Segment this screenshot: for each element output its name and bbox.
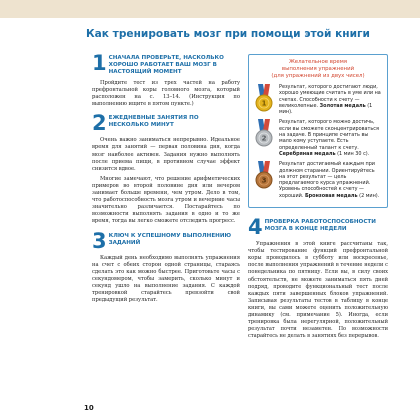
- left-column: [92, 51, 240, 310]
- svg-text:2: 2: [261, 134, 267, 143]
- section-title: КЛЮЧ К УСПЕШНОМУ ВЫПОЛНЕНИЮ ЗАДАНИЙ: [108, 232, 232, 246]
- gold-medal-icon: [254, 84, 274, 112]
- silver-medal-icon: [254, 119, 274, 147]
- section-number: 2: [92, 111, 107, 136]
- section-number: 1: [92, 51, 107, 75]
- section-4: [248, 215, 388, 340]
- right-column: [248, 54, 388, 346]
- box-title: Желательное время выполнения упражнений (для упражнений из двух чисел): [271, 59, 365, 79]
- svg-text:1: 1: [261, 99, 267, 108]
- section-number: 3: [92, 228, 107, 253]
- medal-info-box: [248, 54, 388, 208]
- top-banner: [0, 0, 420, 18]
- bronze-medal-row: 3 Результат достигаемый каждым при должном старании. Ориентируйтесь на этот результат — цель предлагаемого курса упражнений. Уровень способностей к счету — хороший. Бронзовая медаль (2 мин).: [254, 161, 382, 199]
- gold-medal-row: 1 Результат, которого достигают люди, хорошо умеющие считать в уме или на счетах. Способности к счету — великолепные. Золотая медаль (1 мин).: [254, 84, 382, 115]
- page-title: Как тренировать мозг при помощи этой книги: [86, 28, 370, 40]
- paragraph: Многие замечают, что решение арифметических примеров во второй половине дня или вечером занимает больше времени, чем утром. Дело в том, что работоспособность мозга утром и вечерние часы значительно различается. Постарайтесь по возможности выполнять задания в одно и то же время, тогда вы легко сможете отследить прогресс.: [92, 175, 240, 225]
- section-1: [92, 51, 240, 108]
- paragraph: Очень важно заниматься непрерывно. Идеальное время для занятий — первая половина дня, когда мозг наиболее активен. Задания нужно выполнять после приема пищи, в противном случае эффект снизится вдвое.: [92, 137, 240, 172]
- paragraph: Каждый день необходимо выполнять упражнения на счет с обеих сторон одной страницы, стараясь сделать это как можно быстрее. Приготовьте часы с секундомером, чтобы замерить, сколько минут и секунд ушло на выполнение задания. С каждой тренировкой старайтесь превзойти свой предыдущий результат.: [92, 254, 240, 304]
- silver-medal-row: 2 Результат, которого можно достичь, если вы сможете сконцентрироваться на задаче. В принципе считать вы мало кому уступаете. Есть определенный талант к счету. Серебряная медаль (1 мин 30 с).: [254, 119, 382, 157]
- section-title: СНАЧАЛА ПРОВЕРЬТЕ, НАСКОЛЬКО ХОРОШО РАБОТАЕТ ВАШ МОЗГ В НАСТОЯЩИЙ МОМЕНТ: [108, 55, 224, 75]
- section-number: 4: [248, 215, 263, 240]
- section-2: [92, 111, 240, 225]
- svg-text:3: 3: [261, 176, 267, 185]
- section-3: [92, 228, 240, 305]
- page-number: 10: [84, 404, 94, 412]
- section-title: ЕЖЕДНЕВНЫЕ ЗАНЯТИЯ ПО НЕСКОЛЬКО МИНУТ: [108, 115, 199, 129]
- section-title: ПРОВЕРКА РАБОТОСПОСОБНОСТИ МОЗГА В КОНЦЕ НЕДЕЛИ: [264, 219, 376, 233]
- paragraph: Пройдите тест из трех частей на работу префронтальной коры головного мозга, который расположен на с. 13–14. (Инструкция по выполнению ищите в пятом пункте.): [92, 80, 240, 108]
- paragraph: Упражнения в этой книге рассчитаны так, чтобы тестирование функций префронтальной коры проводилось в субботу или воскресенье, после выполнения упражнений в течение недели с понедельника по пятницу. Если вы, в силу своих обстоятельств, не можете заниматься пять дней подряд, проводите функциональный тест после каждых пяти завершенных блоков упражнений. Записывая результаты тестов в таблицу в конце книги, вы сами можете оценить положительную динамику (см. примечание 5). Иногда, если тренировка была нерегулярной, положительный результат почти незаметен. По возможности старайтесь не делать в занятиях без перерывов.: [248, 241, 388, 340]
- bronze-medal-icon: [254, 161, 274, 189]
